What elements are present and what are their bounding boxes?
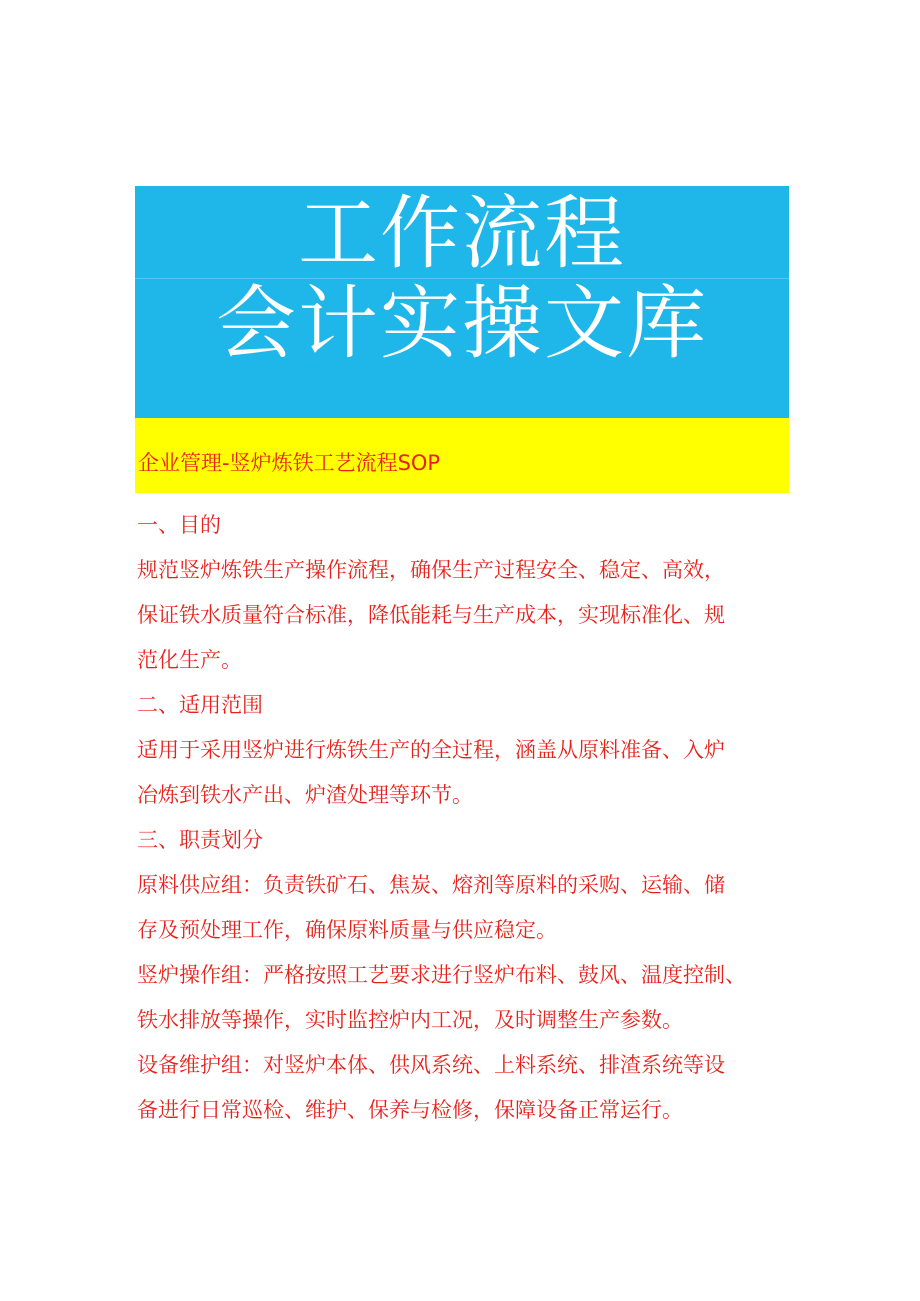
- text-line: 铁水排放等操作，实时监控炉内工况，及时调整生产参数。: [137, 1008, 683, 1032]
- document-body: [137, 503, 797, 1133]
- paragraph-material-supply-team: [137, 863, 797, 953]
- section-heading-purpose: 一、目的: [137, 513, 221, 537]
- document-subtitle: 企业管理-竖炉炼铁工艺流程SOP: [138, 451, 441, 475]
- paragraph-equipment-maintenance-team: [137, 1043, 797, 1133]
- subtitle-bar: [135, 418, 789, 493]
- text-line: 保证铁水质量符合标准，降低能耗与生产成本，实现标准化、规: [137, 603, 725, 627]
- text-line: 设备维护组：对竖炉本体、供风系统、上料系统、排渣系统等设: [137, 1053, 725, 1077]
- paragraph-purpose: [137, 548, 797, 683]
- title-banner: [135, 186, 789, 418]
- text-line: 范化生产。: [137, 648, 242, 672]
- text-line: 规范竖炉炼铁生产操作流程，确保生产过程安全、稳定、高效，: [137, 558, 725, 582]
- paragraph-furnace-operation-team: [137, 953, 797, 1043]
- section-heading-scope: 二、适用范围: [137, 693, 263, 717]
- text-line: 冶炼到铁水产出、炉渣处理等环节。: [137, 783, 473, 807]
- text-line: 备进行日常巡检、维护、保养与检修，保障设备正常运行。: [137, 1098, 683, 1122]
- banner-title-line-2: 会计实操文库: [216, 277, 708, 370]
- text-line: 存及预处理工作，确保原料质量与供应稳定。: [137, 918, 557, 942]
- section-heading-responsibilities: 三、职责划分: [137, 828, 263, 852]
- paragraph-scope: [137, 728, 797, 818]
- banner-title-line-1: 工作流程: [298, 187, 626, 280]
- text-line: 适用于采用竖炉进行炼铁生产的全过程，涵盖从原料准备、入炉: [137, 738, 725, 762]
- text-line: 原料供应组：负责铁矿石、焦炭、熔剂等原料的采购、运输、储: [137, 873, 725, 897]
- text-line: 竖炉操作组：严格按照工艺要求进行竖炉布料、鼓风、温度控制、: [137, 963, 746, 987]
